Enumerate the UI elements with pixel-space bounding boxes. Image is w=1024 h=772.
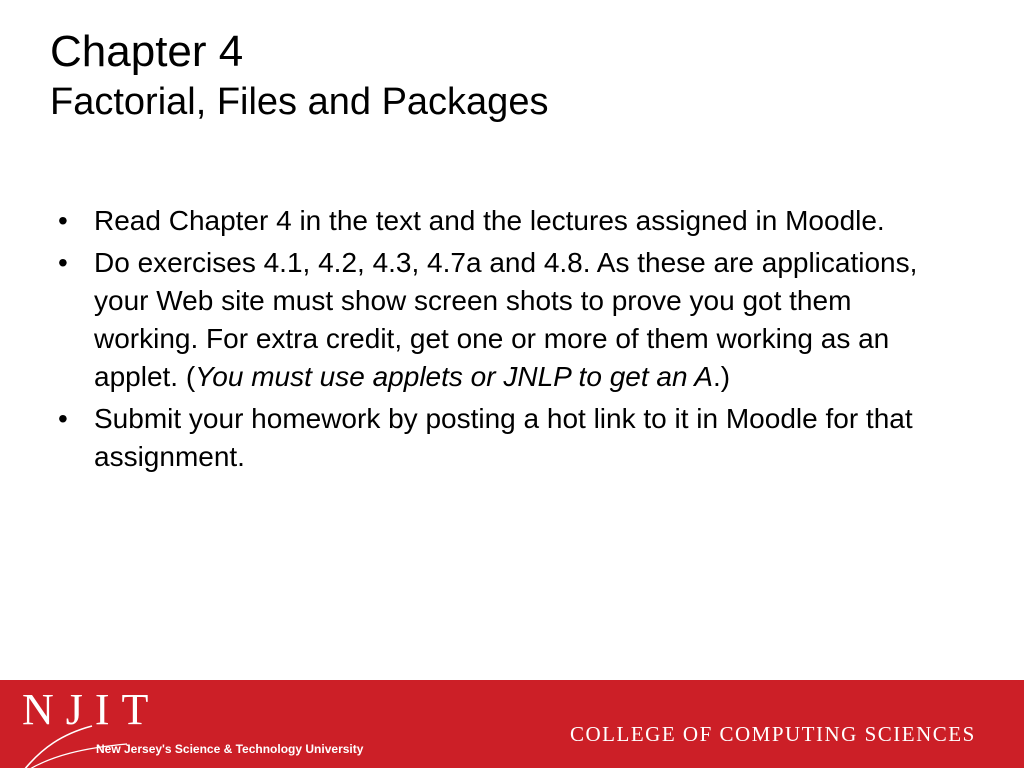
bullet-text-end: .) [712, 361, 731, 392]
logo-letters: NJIT [22, 685, 161, 734]
bullet-list [58, 202, 958, 480]
njit-logo [22, 685, 364, 756]
bullet-italic-text: You must use applets or JNLP to get an A [195, 361, 713, 392]
bullet-item-1 [58, 202, 958, 240]
bullet-text: Submit your homework by posting a hot link to it in Moodle for that assignment. [94, 403, 913, 472]
bullet-marker: • [58, 403, 68, 434]
bullet-text: Do exercises 4.1, 4.2, 4.3, 4.7a and 4.8. As these are applications, your Web site must show screen shots to prove you got them working. For extra credit, get one or more of them working as an applet. ( [94, 247, 918, 392]
bullet-item-2 [58, 244, 958, 396]
bullet-marker: • [58, 247, 68, 278]
footer-band [0, 680, 1024, 768]
title-block [50, 26, 990, 126]
bullet-marker: • [58, 205, 68, 236]
logo-tagline: New Jersey's Science & Technology University [96, 742, 364, 756]
slide-subtitle: Factorial, Files and Packages [50, 81, 549, 123]
bullet-text: Read Chapter 4 in the text and the lectures assigned in Moodle. [94, 205, 885, 236]
logo-swoosh-icon [22, 686, 132, 772]
college-name: COLLEGE OF COMPUTING SCIENCES [570, 722, 976, 746]
bullet-item-3 [58, 400, 958, 476]
slide-title: Chapter 4 [50, 27, 244, 76]
